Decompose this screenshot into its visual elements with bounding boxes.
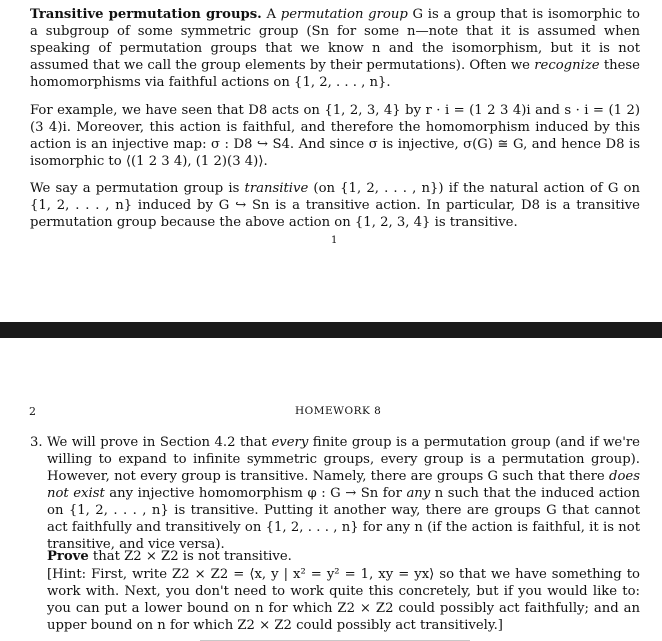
- running-head: HOMEWORK 8: [295, 405, 382, 417]
- text-span: (on {1, 2, . . . , n}) if the natural action of G on {1, 2, . . . , n} induced by G ↪ Sn is a transitive action. In particular, D8 is a transitive permutation group because the above action on {1, 2, 3, 4} is transitive.: [30, 181, 640, 230]
- emphasis: does not exist: [47, 469, 640, 501]
- defined-term: transitive: [244, 181, 309, 196]
- problem-number: 3.: [30, 435, 43, 450]
- text-span: finite group is a permutation group (and if we're willing to expand to infinite symmetric groups, every group is a permutation group). However, not every group is transitive. Namely, there are groups G such that there: [47, 435, 640, 484]
- page-number: 2: [29, 405, 36, 418]
- prove-statement: [47, 548, 640, 565]
- problem-statement: [47, 434, 640, 553]
- text-span: that Z2 × Z2 is not transitive.: [92, 549, 292, 564]
- page-divider: [0, 322, 662, 338]
- page-2: [0, 338, 662, 640]
- page-number: 1: [331, 235, 338, 246]
- emphasis: recognize: [534, 58, 600, 73]
- defined-term: permutation group: [280, 7, 408, 22]
- text-span: A: [266, 7, 277, 22]
- text-span: First, write Z2 × Z2 = ⟨x, y | x² = y² = 1, xy = yx⟩ so that we have something to work with. Next, you don't need to work quite this concretely, but if you would like to: you can put a lower bound on n for which Z2 × Z2 could possibly act faithfully; and an upper bound on n for which Z2 × Z2 could possibly act transitively.]: [47, 567, 640, 633]
- hint-paragraph: [47, 566, 640, 634]
- prove-label: Prove: [47, 549, 89, 564]
- text-span: We say a permutation group is: [30, 181, 240, 196]
- emphasis: any: [406, 486, 431, 501]
- text-span: any injective homomorphism φ : G → Sn for: [109, 486, 402, 501]
- text-span: these homomorphisms via faithful actions on {1, 2, . . . , n}.: [30, 58, 640, 90]
- section-heading: Transitive permutation groups.: [30, 7, 262, 22]
- text-span: n such that the induced action on {1, 2, . . . , n} is transitive. Putting it another way, there are groups G that cannot act faithfully and transitively on {1, 2, . . . , n} for any n (if the action is faithful, it is not transitive, and vice versa).: [47, 486, 640, 552]
- text-span: G is a group that is isomorphic to a subgroup of some symmetric group (Sn for some n—note that it is assumed when speaking of permutation groups that we know n and the isomorphism, but it is not assumed that we call the group elements by their permutations). Often we: [30, 7, 640, 73]
- text-span: For example, we have seen that D8 acts on {1, 2, 3, 4} by r · i = (1 2 3 4)i and s · i = (1 2)(3 4)i. Moreover, this action is faithful, and therefore the homomorphism induced by this action is an injective map: σ : D8 ↪ S4. And since σ is injective, σ(G) ≅ G, and hence D8 is isomorphic to ⟨(1 2 3 4), (1 2)(3 4)⟩.: [30, 103, 640, 169]
- emphasis: every: [271, 435, 309, 450]
- paragraph-definition-permutation-group: [30, 6, 640, 91]
- paragraph-definition-transitive: [30, 180, 640, 231]
- hint-label: [Hint:: [47, 567, 87, 582]
- text-span: We will prove in Section 4.2 that: [47, 435, 267, 450]
- paragraph-example-d8: [30, 102, 640, 170]
